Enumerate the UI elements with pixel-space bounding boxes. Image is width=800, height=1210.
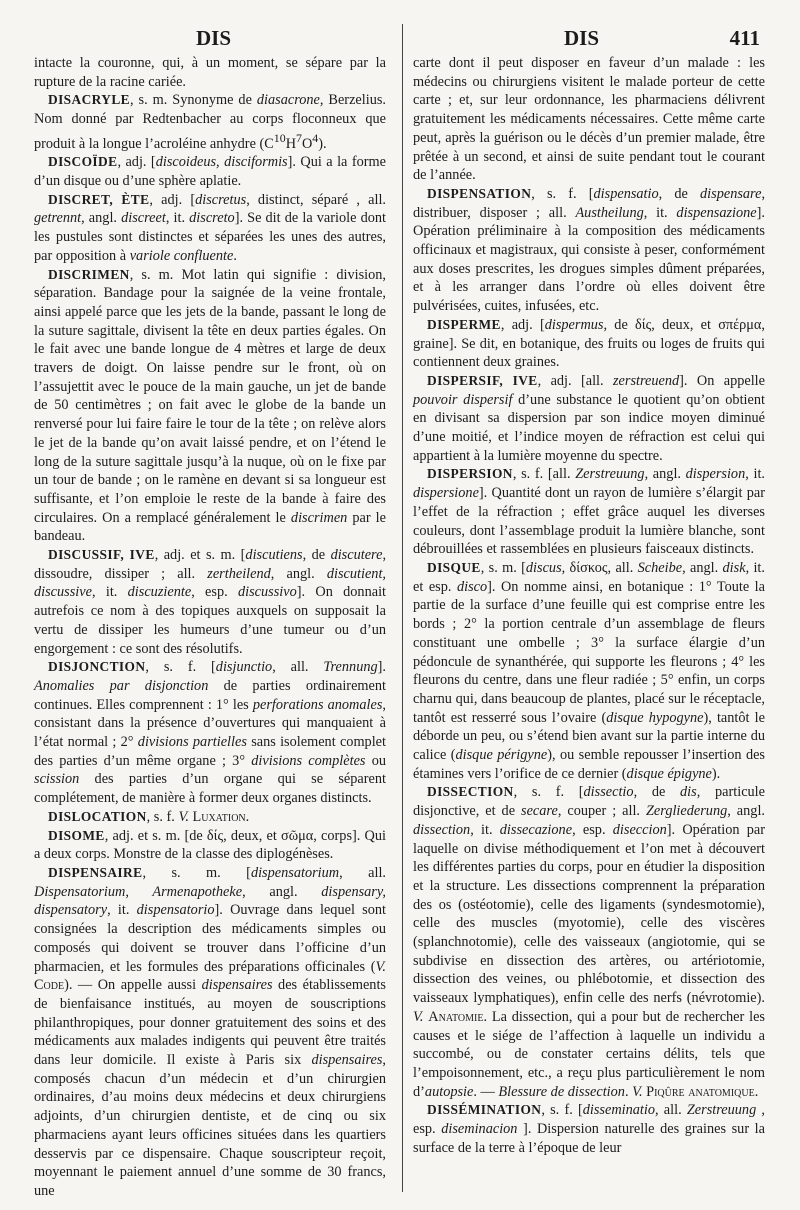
entry-headword: DISCRET, ÈTE (48, 191, 150, 207)
entry-definition: , s. f. [disjunctio, all. Trennung]. Anomalies par disjonction de parties ordinairement continues. Elles comprennent : 1° les perforations anomales, consistant dans la présence d’ouvertures qui manquaient à l’état normal ; 2° divisions partielles sans isolement complet des parties d’un même organe ; 3° divisions complètes ou scission des parties d’un organe qui se séparent complétement, de manière à former deux organes distincts. (34, 659, 387, 807)
dictionary-entry (34, 658, 386, 808)
left-column (34, 54, 386, 1201)
dictionary-entry (34, 266, 386, 547)
entry-definition: , s. m. [dispensatorium, all. Dispensatorium, Armenapotheke, angl. dispensary, dispensatory, it. dispensatorio]. Ouvrage dans lequel sont consignées la description des médicaments simples ou composés qui doivent se trouver dans l’officine d’un pharmacien, et les formules des préparations officinales (V. Code). — On appelle aussi dispensaires des établissements de bienfaisance institués, au moyen de souscriptions philanthropiques, pour donner gratuitement des soins et des médicaments aux malades indigents qui peuvent être traités dans leur domicile. Il existe à Paris six dispensaires, composés chacun d’un médecin et d’un chirurgien ordinaires, d’au moins deux médecins et deux chirurgiens adjoints, d’un chirurgien dentiste, et de cinq ou six pharmaciens ayant leurs officines situées dans les quartiers desservis par ce dispensaire. Chaque souscripteur reçoit, moyennant le paiement annuel d’une somme de 30 francs, une (34, 865, 386, 1199)
entry-definition: , s. m. [discus, δίσκος, all. Scheibe, angl. disk, it. et esp. disco]. On nomme ainsi, en botanique : 1° Toute la partie de la surface d’une feuille qui est comprise entre les bords ; 2° la portion centrale d’un assemblage de fleurs constituant une ombelle ; 3° la surface élargie d’un pédoncule de synanthérée, qui supporte les fleurons ; 4° les fleurons du centre, dans une fleur radiée ; 5° enfin, un corps charnu qui, dans beaucoup de plantes, placé sur le réceptacle, tantôt est resserré sous l’ovaire (disque hypogyne), tantôt le déborde un peu, ou s’étend bien avant sur la partie interne du calice (disque périgyne), ou semble repousser l’insertion des étamines vers l’orifice de ce dernier (disque épigyne). (413, 559, 765, 782)
entry-headword: DISPERME (427, 316, 501, 332)
dictionary-entry (413, 185, 765, 316)
entry-headword: DISACRYLE (48, 92, 131, 108)
dictionary-entry (34, 91, 386, 153)
entry-definition: , adj. et s. m. [discutiens, de discutere, dissoudre, dissiper ; all. zertheilend, angl. discutient, discussive, it. discuziente, esp. discussivo]. On donnait autrefois ce nom à des topiques auxquels on supposait la vertu de dissiper les humeurs d’une tumeur ou d’un engorgement : ce sont des résolutifs. (34, 547, 387, 657)
entry-definition: , adj. [discoideus, disciformis]. Qui a la forme d’un disque ou d’une sphère aplatie. (34, 154, 386, 189)
entry-definition: , s. m. Mot latin qui signifie : division, séparation. Bandage pour la saignée de la veine frontale, ainsi appelé parce que les jets de la bande, passant le long de la suture sagittale, divisent la tête en deux parties égales. On le fait avec une bande longue de 4 mètres et large de deux travers de doigt. On laisse pendre sur le front, où on l’assujettit avec le pouce de la main gauche, un jet de bande de 50 centimètres ; on fait avec le globe de la bande un renversé pour lui faire faire le tour de la tête ; on relève alors le jet de la bande qu’on avait laissé pendre, et on l’étend le long de la suture sagittale jusqu’à la nuque, où on le fixe par un tour de bande ; on le ramène en devant si sa longueur est suffisante, et l’on emploie le reste de la bande à faire des circulaires. On a remplacé généralement le discrimen par le bandeau. (34, 266, 386, 545)
dictionary-entry (34, 191, 386, 266)
entry-definition: , s. f. V. Luxation. (146, 808, 250, 825)
entry-definition: , adj. et s. m. [de δίς, deux, et σῶμα, corps]. Qui a deux corps. Monstre de la classe des diplogénèses. (34, 827, 386, 863)
dictionary-entry (34, 827, 386, 864)
entry-headword: DISPERSION (427, 466, 513, 482)
entry-headword: DISLOCATION (48, 808, 147, 824)
dictionary-entry (413, 465, 765, 559)
entry-definition: , s. m. Synonyme de diasacrone, Berzelius. Nom donné par Redtenbacher au corps floconneux que produit à la longue l’acroléine anhydre $(C^{10}H^7O^4)$. (34, 92, 386, 152)
entry-headword: DISPERSIF, IVE (427, 372, 538, 388)
dictionary-entry (34, 153, 386, 190)
entry-definition: , adj. [discretus, distinct, séparé , all. getrennt, angl. discreet, it. discreto]. Se dit de la variole dont les pustules sont distinctes et séparées les unes des autres, par opposition à variole confluente. (34, 191, 386, 264)
entry-definition: intacte la couronne, qui, à un moment, se sépare par la rupture de la racine cariée. (34, 55, 386, 90)
entry-headword: DISCUSSIF, IVE (48, 547, 155, 563)
column-divider (402, 24, 403, 1192)
dictionary-entry (413, 1101, 765, 1157)
entry-definition: , adj. [dispermus, de δίς, deux, et σπέρμα, graine]. Se dit, en botanique, des fruits ou loges de fruits qui contiennent deux graines. (413, 316, 765, 371)
entry-headword: DISSECTION (427, 784, 514, 800)
dictionary-entry (34, 864, 386, 1201)
entry-headword: DISSÉMINATION (427, 1102, 542, 1118)
dictionary-entry (413, 372, 765, 466)
entry-definition: , s. f. [dispensatio, de dispensare, distribuer, disposer ; all. Austheilung, it. dispensazione]. Opération préliminaire à la composition des médicaments officinaux et magistraux, qui consiste à peser, conformément aux doses prescrites, les drogues simples dûment préparées, et à les arranger dans l’ordre où elles doivent être pulvérisées, cuites, infusées, etc. (413, 185, 766, 315)
entry-definition: , s. f. [all. Zerstreuung, angl. dispersion, it. dispersione]. Quantité dont un rayon de lumière s’élargit par l’effet de la réfraction ; effet grâce auquel les diverses couleurs, dont l’assemblage produit la lumière blanche, sont débrouillées et rassemblées en plusieurs faisceaux distincts. (413, 466, 765, 558)
entry-definition: , s. f. [dissectio, de dis, particule disjonctive, et de secare, couper ; all. Zergliederung, angl. dissection, it. dissecazione, esp. diseccion]. Opération par laquelle on divise méthodiquement et l’on met à découvert les différentes parties du corps, pour en étudier la disposition et la structure. Les dissections comprennent la préparation des os (ostéotomie), celle des ligaments (syndesmotomie), celle des muscles (myotomie), celle des viscères (splanchnotomie), celle des vaisseaux (angiotomie, qui se subdivise en dissection des artères, ou artériotomie, dissection des veines, ou phlébotomie, et dissection des vaisseaux lymphatiques), enfin celle des nerfs (névrotomie). V. Anatomie. La dissection, qui a pour but de rechercher les causes et le siége de l’affection à laquelle un individu a succombé, ou de constater certains délits, tels que l’empoisonnement, etc., a reçu plus particulièrement le nom d’autopsie. — Blessure de dissection. V. Piqûre anatomique. (413, 784, 766, 1100)
entry-definition: , s. f. [disseminatio, all. Zerstreuung , esp. diseminacion ]. Dispersion naturelle des graines sur la surface de la terre à l’époque de leur (413, 1102, 765, 1156)
header-right-word: DIS (564, 26, 600, 50)
dictionary-entry (413, 54, 765, 185)
dictionary-entry (34, 808, 386, 827)
entry-headword: DISPENSATION (427, 185, 532, 201)
entry-headword: DISPENSAIRE (48, 865, 143, 880)
entry-headword: DISQUE (427, 559, 481, 575)
entry-headword: DISOME (48, 827, 105, 843)
entry-definition: , adj. [all. zerstreuend]. On appelle pouvoir dispersif d’une substance le quotient qu’on obtient en divisant sa dispersion par son indice moyen diminué d’une moitié, et l’indice moyen de réfraction est celui qui appartient à la lumière moyenne du spectre. (413, 372, 765, 464)
dictionary-entry (413, 316, 765, 372)
dictionary-entry (413, 783, 765, 1101)
dictionary-entry (413, 559, 765, 783)
right-column (413, 54, 765, 1157)
header-left-word: DIS (196, 26, 232, 50)
entry-headword: DISCRIMEN (48, 266, 130, 282)
dictionary-entry (34, 54, 386, 91)
dictionary-entry (34, 546, 386, 658)
entry-definition: carte dont il peut disposer en faveur d’un malade : les médecins ou chirurgiens visitent le malade porteur de cette carte ; et, sur leur ordonnance, les pharmaciens délivrent gratuitement les médicaments nécessaires. Cette même carte peut, après la guérison ou le décès d’un premier malade, être prêtée à un second, et ainsi de suite pendant tout le courant de l’année. (413, 55, 765, 184)
entry-headword: DISJONCTION (48, 659, 146, 675)
running-head (0, 26, 800, 54)
entry-headword: DISCOÏDE (48, 154, 118, 170)
page-number: 411 (729, 26, 760, 50)
